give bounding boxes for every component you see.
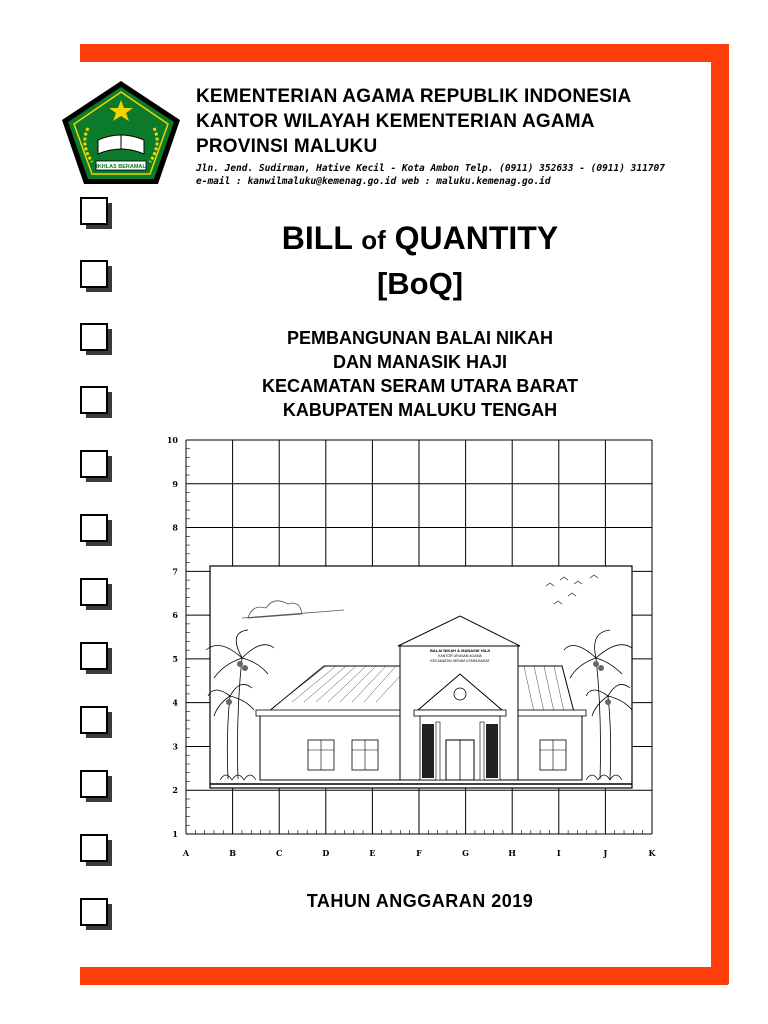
binder-ring: [80, 642, 114, 676]
office-name: KANTOR WILAYAH KEMENTERIAN AGAMA: [196, 111, 595, 132]
grid-col-label: E: [369, 848, 376, 858]
grid-col-label: B: [229, 848, 236, 858]
title-bill: BILL: [281, 220, 353, 256]
grid-row-label: 4: [172, 697, 178, 708]
project-line-4: KABUPATEN MALUKU TENGAH: [282, 400, 558, 420]
grid-row-label: 6: [172, 610, 178, 621]
building-illustration: [206, 566, 632, 788]
grid-col-label: J: [603, 848, 608, 858]
project-line-3: KECAMATAN SERAM UTARA BARAT: [262, 376, 578, 396]
grid-col-label: F: [416, 848, 422, 858]
grid-row-label: 3: [172, 741, 178, 752]
project-description: [160, 326, 680, 422]
ministry-name: KEMENTERIAN AGAMA REPUBLIK INDONESIA: [196, 86, 632, 107]
logo-motto: IKHLAS BERAMAL: [96, 164, 146, 170]
letterhead: [196, 84, 716, 188]
building-sign-line-3: KECAMATAN SERAM UTARA BARAT: [430, 659, 490, 663]
province-name: PROVINSI MALUKU: [196, 136, 378, 157]
binder-ring: [80, 770, 114, 804]
grid-col-label: I: [556, 848, 561, 858]
binder-ring: [80, 706, 114, 740]
grid-row-label: 9: [172, 478, 178, 489]
project-line-1: PEMBANGUNAN BALAI NIKAH: [287, 328, 553, 348]
binder-ring: [80, 323, 114, 357]
project-line-2: DAN MANASIK HAJI: [332, 352, 507, 372]
grid-row-label: 5: [172, 653, 178, 664]
grid-row-label: 1: [172, 829, 178, 839]
grid-col-label: C: [276, 848, 283, 858]
binder-ring: [80, 514, 114, 548]
document-title: [160, 220, 680, 257]
frame-bottom-bar: [80, 967, 728, 985]
building-sign-line-1: BALAI NIKAH & MANASIK HAJI: [430, 648, 490, 653]
office-contact: e-mail : kanwilmaluku@kemenag.go.id web : maluku.kemenag.go.id: [196, 176, 551, 187]
grid-row-label: 8: [172, 522, 178, 533]
grid-col-label: K: [648, 848, 656, 858]
binder-ring: [80, 834, 114, 868]
title-of: of: [361, 225, 386, 255]
grid-col-label: D: [322, 848, 330, 858]
grid-row-label: 10: [166, 435, 178, 445]
binder-ring: [80, 197, 114, 231]
grid-col-label: A: [182, 848, 190, 858]
kemenag-logo: [58, 78, 184, 188]
fiscal-year: TAHUN ANGGARAN 2019: [306, 891, 534, 911]
binder-ring: [80, 898, 114, 932]
building-sign-line-2: KANTOR URUSAN AGAMA: [438, 654, 482, 658]
frame-top-bar: [80, 44, 728, 62]
grid-col-label: G: [462, 848, 470, 858]
title-quantity: QUANTITY: [394, 220, 559, 256]
grid-col-label: H: [508, 848, 516, 858]
binder-ring: [80, 450, 114, 484]
binder-ring: [80, 386, 114, 420]
grid-illustration: [150, 434, 670, 864]
office-address: Jln. Jend. Sudirman, Hative Kecil - Kota Ambon Telp. (0911) 352633 - (0911) 311707: [196, 163, 665, 174]
document-abbrev: [BoQ]: [376, 266, 464, 301]
grid-row-label: 7: [172, 566, 178, 577]
grid-row-label: 2: [172, 785, 178, 796]
binder-ring: [80, 578, 114, 612]
binder-ring: [80, 260, 114, 294]
